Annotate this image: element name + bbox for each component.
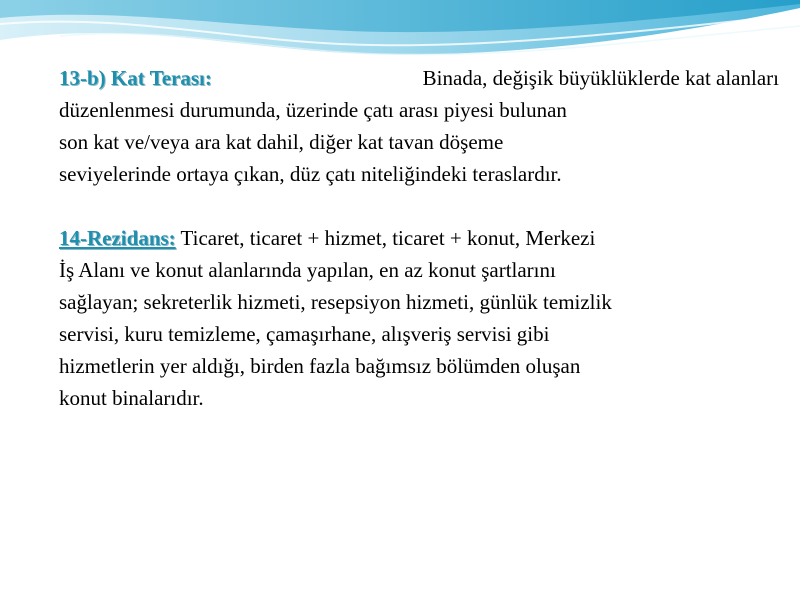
para2-line2: İş Alanı ve konut alanlarında yapılan, en az konut şartlarını xyxy=(59,258,556,282)
definition-kat-terasi xyxy=(59,62,779,190)
para1-line1-text: Binada, değişik büyüklüklerde kat alanları xyxy=(422,66,779,90)
definition-rezidans xyxy=(59,222,779,414)
term-rezidans: 14-Rezidans: xyxy=(59,226,176,250)
para2-line3: sağlayan; sekreterlik hizmeti, resepsiyon hizmeti, günlük temizlik xyxy=(59,290,612,314)
para1-line3: son kat ve/veya ara kat dahil, diğer kat tavan döşeme xyxy=(59,130,504,154)
paragraph-spacer xyxy=(59,190,779,222)
header-wave-decoration xyxy=(0,0,800,70)
para2-line6: konut binalarıdır. xyxy=(59,386,204,410)
para2-line4: servisi, kuru temizleme, çamaşırhane, alışveriş servisi gibi xyxy=(59,322,550,346)
para2-line1 xyxy=(59,222,779,254)
slide-body xyxy=(59,62,779,414)
para1-line4: seviyelerinde ortaya çıkan, düz çatı niteliğindeki teraslardır. xyxy=(59,162,562,186)
para2-line1-text: Ticaret, ticaret + hizmet, ticaret + konut, Merkezi xyxy=(180,226,596,250)
para1-line1 xyxy=(59,62,779,94)
para2-line5: hizmetlerin yer aldığı, birden fazla bağımsız bölümden oluşan xyxy=(59,354,581,378)
para1-line2: düzenlenmesi durumunda, üzerinde çatı arası piyesi bulunan xyxy=(59,98,567,122)
term-kat-terasi: 13-b) Kat Terası: xyxy=(59,66,212,90)
